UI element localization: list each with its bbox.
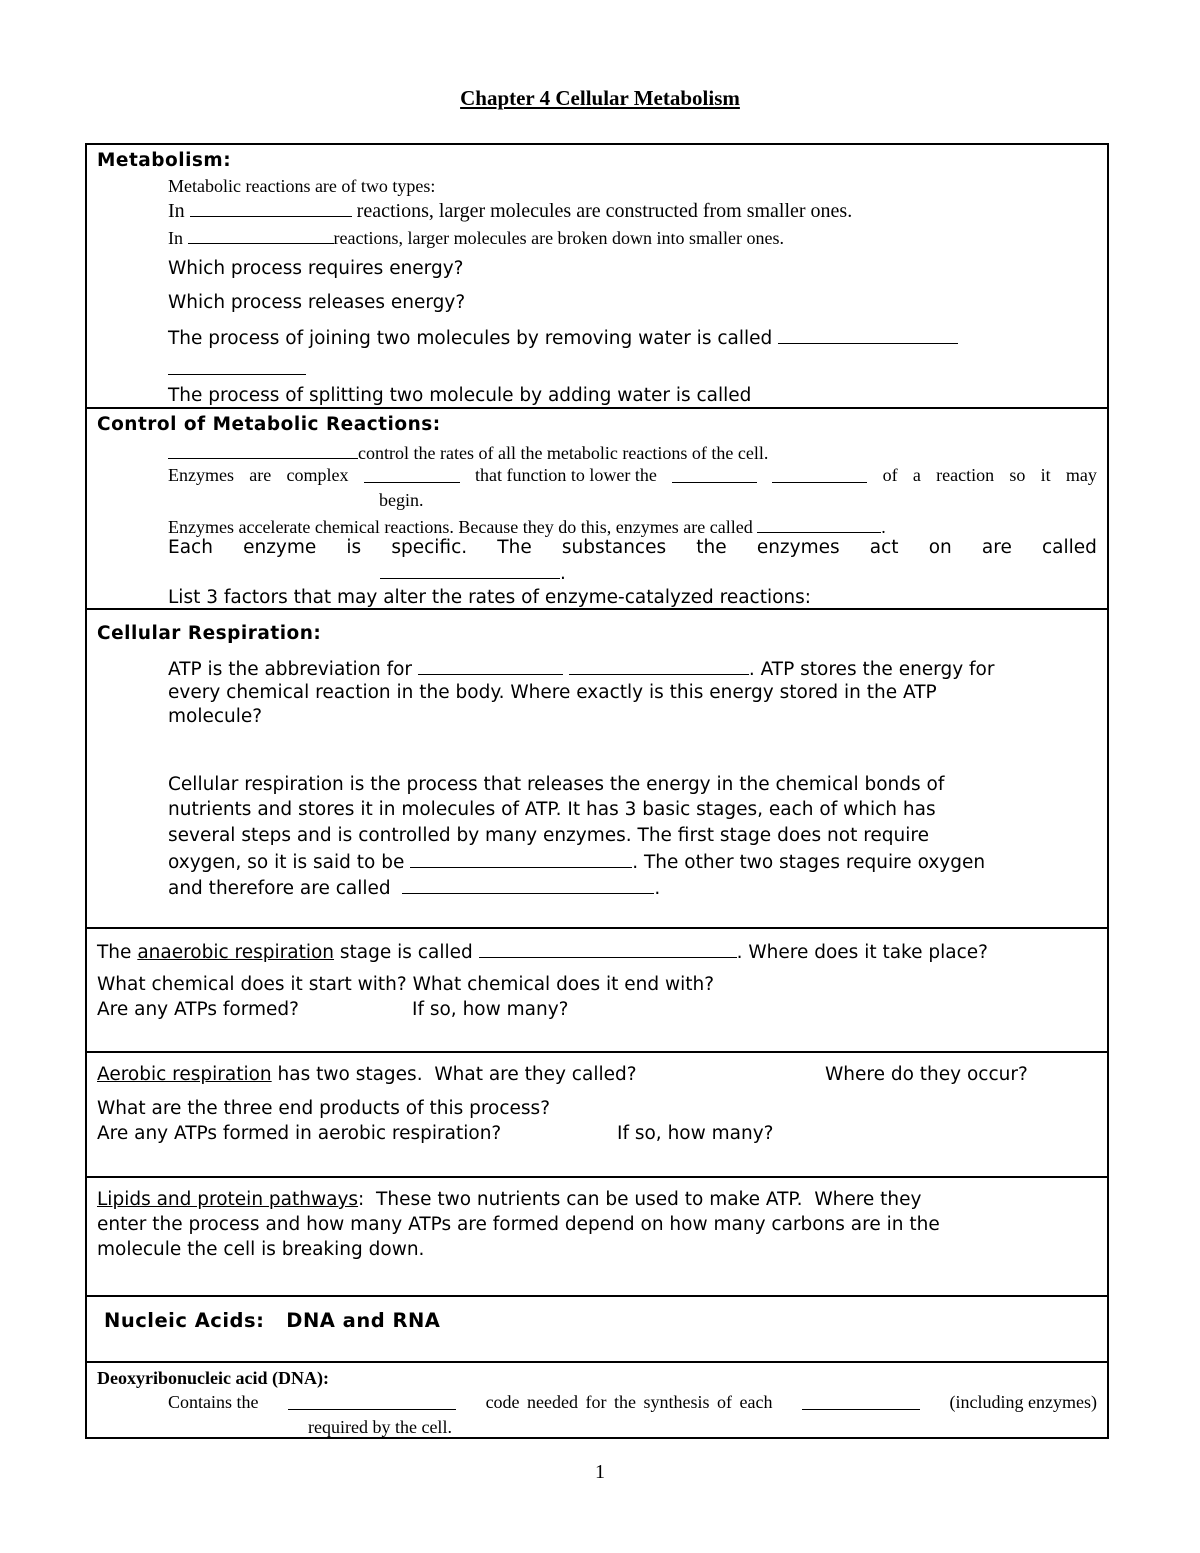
catabolic-blank[interactable] (188, 226, 334, 244)
page-number: 1 (595, 1461, 605, 1483)
word: Enzymes (168, 465, 234, 485)
anaerobic-post: . Where does it take place? (736, 942, 988, 963)
enzymes-blank[interactable] (168, 441, 358, 459)
word: enzymes (756, 537, 840, 558)
dna-post: (including enzymes) (949, 1392, 1097, 1412)
catabolic-line-post: reactions, larger molecules are broken down into smaller ones. (333, 228, 785, 248)
word: are (249, 465, 272, 485)
control-heading: Control of Metabolic Reactions: (97, 414, 441, 435)
catalyst-blank[interactable] (757, 515, 881, 533)
metabolism-types-line: Metabolic reactions are of two types: (168, 176, 436, 196)
word: Each (168, 537, 213, 558)
anaerobic-mid: stage is called (334, 942, 473, 963)
aerobic-where: Where do they occur? (825, 1064, 1028, 1085)
anabolic-line (168, 199, 852, 223)
aerobic-line-1 (97, 1064, 637, 1085)
anabolic-line-post: reactions, larger molecules are constructed from smaller ones. (356, 200, 853, 222)
complex-blank[interactable] (364, 465, 460, 483)
aerobic-rest: has two stages. What are they called? (271, 1064, 637, 1085)
word: on (928, 537, 952, 558)
nucleic-heading: Nucleic Acids: DNA and RNA (104, 1309, 441, 1332)
question-hydrolysis: The process of splitting two molecule by adding water is called (168, 385, 752, 406)
anaerobic-q2b: If so, how many? (412, 999, 569, 1020)
dna-pre: Contains the (168, 1392, 259, 1412)
atp-line-1-pre: ATP is the abbreviation for (168, 659, 413, 680)
question-dehydration (168, 326, 958, 349)
metabolism-section (85, 143, 1109, 409)
anabolic-line-pre: In (168, 200, 185, 222)
substrate-line: . (380, 561, 566, 584)
word: called (1042, 537, 1097, 558)
question-releases-energy: Which process releases energy? (168, 292, 466, 313)
word: specific. (391, 537, 468, 558)
lipids-section (85, 1176, 1109, 1297)
word: are (981, 537, 1012, 558)
lipids-line-3: molecule the cell is breaking down. (97, 1239, 425, 1260)
protein-blank[interactable] (802, 1392, 920, 1410)
lipids-rest: : These two nutrients can be used to make ATP. Where they (358, 1189, 922, 1210)
metabolism-heading: Metabolism: (97, 150, 232, 171)
word: the (696, 537, 727, 558)
catabolic-line-pre: In (168, 228, 183, 248)
glycolysis-blank[interactable] (479, 940, 737, 958)
aerobic-q2b: If so, how many? (617, 1123, 774, 1144)
anabolic-blank[interactable] (190, 199, 352, 217)
word: of (882, 465, 898, 485)
word: act (869, 537, 899, 558)
dna-heading: Deoxyribonucleic acid (DNA): (97, 1368, 329, 1388)
atp-line-3: molecule? (168, 706, 263, 727)
control-line-3: Enzymes accelerate chemical reactions. Because they do this, enzymes are called . (168, 517, 886, 537)
control-line-1 (168, 441, 768, 464)
respiration-section (85, 608, 1109, 929)
word: so (1009, 465, 1026, 485)
catabolic-line (168, 226, 784, 249)
aerobic-q1: What are the three end products of this process? (97, 1098, 551, 1119)
cr-line-4 (168, 850, 985, 873)
lipids-term: Lipids and protein pathways (97, 1189, 359, 1210)
genetic-blank[interactable] (288, 1392, 456, 1410)
lipids-line-1 (97, 1189, 921, 1210)
word: a (912, 465, 921, 485)
nucleic-section (85, 1295, 1109, 1363)
control-line-5: List 3 factors that may alter the rates of enzyme-catalyzed reactions: (168, 587, 812, 608)
atp-line-1-post: . ATP stores the energy for (748, 659, 995, 680)
anaerobic-pre: The (97, 942, 132, 963)
control-section (85, 407, 1109, 610)
aerobic-term: Aerobic respiration (97, 1064, 272, 1085)
word: complex (286, 465, 349, 485)
dna-mid: code needed for the synthesis of each (485, 1392, 773, 1412)
question-dehydration-text: The process of joining two molecules by removing water is called (168, 328, 773, 349)
question-requires-energy: Which process requires energy? (168, 258, 464, 279)
word: is (346, 537, 362, 558)
substrate-blank[interactable] (380, 561, 560, 579)
anaerobic-blank[interactable] (410, 850, 632, 868)
dna-line-1 (168, 1392, 1097, 1413)
dehydration-blank-2[interactable] (168, 357, 306, 375)
activation-blank-2[interactable] (772, 465, 867, 483)
cr-line-3: several steps and is controlled by many enzymes. The first stage does not require (168, 825, 929, 846)
word: may (1065, 465, 1097, 485)
atp-line-2: every chemical reaction in the body. Where exactly is this energy stored in the ATP (168, 682, 937, 703)
control-line-4 (168, 537, 1097, 558)
control-line-2-mid: that function to lower the (474, 465, 657, 485)
respiration-heading: Cellular Respiration: (97, 623, 322, 644)
control-line-2 (168, 465, 1097, 486)
aerobic-blank[interactable] (402, 876, 654, 894)
control-line-3-text: Enzymes accelerate chemical reactions. Because they do this, enzymes are called (168, 517, 753, 537)
word: substances (561, 537, 667, 558)
activation-blank-1[interactable] (672, 465, 757, 483)
dna-line-2: required by the cell. (308, 1417, 452, 1437)
page-title: Chapter 4 Cellular Metabolism (460, 86, 740, 110)
word: enzyme (243, 537, 317, 558)
word: The (497, 537, 532, 558)
lipids-line-2: enter the process and how many ATPs are formed depend on how many carbons are in the (97, 1214, 940, 1235)
atp-line-1 (168, 657, 994, 680)
aerobic-section (85, 1051, 1109, 1178)
cr-line-5: and therefore are called . (168, 878, 661, 899)
cr-line-2: nutrients and stores it in molecules of ATP. It has 3 basic stages, each of which has (168, 799, 936, 820)
cr-line-5-pre: and therefore are called (168, 878, 391, 899)
anaerobic-section (85, 927, 1109, 1053)
control-line-2b: begin. (379, 490, 424, 510)
word: reaction (936, 465, 995, 485)
word: it (1040, 465, 1051, 485)
anaerobic-term: anaerobic respiration (137, 942, 335, 963)
dna-section (85, 1361, 1109, 1439)
atp-blank-2[interactable] (569, 657, 749, 675)
cr-line-4-post: . The other two stages require oxygen (632, 852, 986, 873)
anaerobic-line-1 (97, 940, 988, 963)
atp-blank-1[interactable] (418, 657, 563, 675)
dehydration-blank[interactable] (778, 326, 958, 344)
aerobic-q2a: Are any ATPs formed in aerobic respiration? (97, 1123, 502, 1144)
cr-line-1: Cellular respiration is the process that releases the energy in the chemical bonds of (168, 774, 945, 795)
control-line-1-text: control the rates of all the metabolic reactions of the cell. (358, 443, 769, 463)
cr-line-4-pre: oxygen, so it is said to be (168, 852, 405, 873)
anaerobic-q2a: Are any ATPs formed? (97, 999, 299, 1020)
anaerobic-q1: What chemical does it start with? What chemical does it end with? (97, 974, 715, 995)
